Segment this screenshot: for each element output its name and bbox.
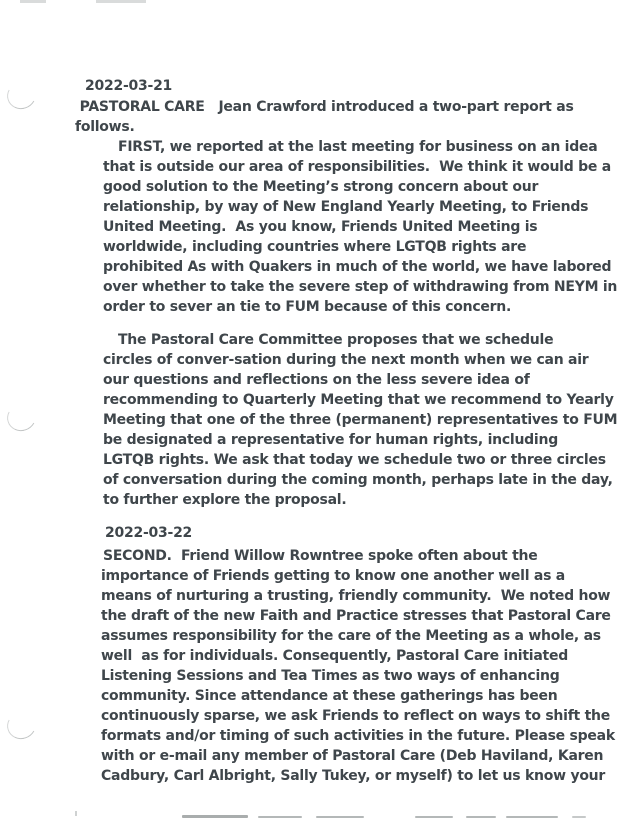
text-line: United Meeting. As you know, Friends United Meeting is [103,219,538,235]
text-line: follows. [75,119,135,135]
text-line: Listening Sessions and Tea Times as two ways of enhancing [101,668,560,684]
entry-date: 2022-03-22 [105,525,193,541]
text-line: means of nurturing a trusting, friendly community. We noted how [101,588,611,604]
binder-ring-artifact [4,708,40,743]
text-line: well as for individuals. Consequently, Pastoral Care initiated [101,648,569,664]
text-line: importance of Friends getting to know one another well as a [101,568,565,584]
scan-smudge [96,0,146,3]
minutes-text [75,76,618,799]
cutoff-text-smudge [572,816,586,818]
text-line: LGTQB rights. We ask that today we schedule two or three circles [103,452,606,468]
entry-headline [75,97,587,137]
binder-ring-artifact [4,78,40,113]
text-line: SECOND. Friend Willow Rowntree spoke often about the [103,548,538,564]
text-line: formats and/or timing of such activities in the future. Please speak [101,728,615,744]
text-line: prohibited As with Quakers in much of the world, we have labored [103,259,612,275]
text-line: Cadbury, Carl Albright, Sally Tukey, or myself) to let us know your [101,768,606,784]
text-line: to further explore the proposal. [103,492,347,508]
cutoff-text-smudge [466,816,496,818]
text-line: worldwide, including countries where LGTQB rights are [103,239,527,255]
minutes-entry-2022-03-21 [75,76,618,510]
scan-smudge [75,811,77,816]
minutes-entry-2022-03-22 [75,523,615,786]
entry-date: 2022-03-21 [85,78,173,94]
text-line: continuously sparse, we ask Friends to reflect on ways to shift the [101,708,611,724]
cutoff-text-smudge [258,816,302,818]
cutoff-text-smudge [415,816,453,818]
paragraph-second [75,330,618,510]
text-line: order to sever an tie to FUM because of this concern. [103,299,512,315]
text-line: circles of conver-sation during the next month when we can air [103,352,589,368]
text-line: be designated a representative for human rights, including [103,432,558,448]
text-line: recommending to Quarterly Meeting that we recommend to Yearly [103,392,614,408]
paragraph-first [75,137,618,317]
binder-ring-artifact [4,400,40,435]
text-line: our questions and reflections on the less severe idea of [103,372,530,388]
text-line: over whether to take the severe step of withdrawing from NEYM in [103,279,618,295]
text-line: relationship, by way of New England Yearly Meeting, to Friends [103,199,589,215]
text-line: assumes responsibility for the care of the Meeting as a whole, as [101,628,601,644]
text-line: of conversation during the coming month, perhaps late in the day, [103,472,613,488]
text-line: that is outside our area of responsibilities. We think it would be a [103,159,611,175]
cutoff-text-smudge [182,815,248,818]
text-line: The Pastoral Care Committee proposes that we schedule [118,332,554,348]
text-line: Meeting that one of the three (permanent) representatives to FUM [103,412,618,428]
scan-smudge [20,0,46,3]
text-line: with or e-mail any member of Pastoral Care (Deb Haviland, Karen [101,748,604,764]
text-line: community. Since attendance at these gatherings has been [101,688,558,704]
paragraph-third [75,546,615,786]
cutoff-text-smudge [506,816,558,818]
cutoff-text-smudge [316,816,364,818]
text-line: good solution to the Meeting’s strong concern about our [103,179,539,195]
text-line: FIRST, we reported at the last meeting for business on an idea [118,139,598,155]
text-line: the draft of the new Faith and Practice stresses that Pastoral Care [101,608,611,624]
text-line: PASTORAL CARE Jean Crawford introduced a two-part report as [75,99,574,115]
